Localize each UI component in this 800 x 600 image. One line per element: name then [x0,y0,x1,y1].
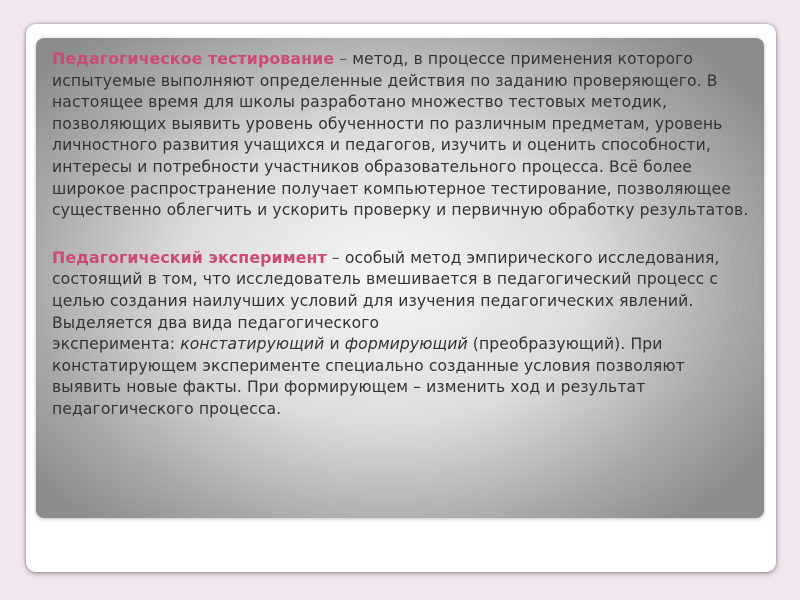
term-pedagogical-testing: Педагогическое тестирование [52,49,335,68]
dash: – [334,50,353,68]
term-forming: формирующий [344,335,468,354]
definition-experiment-part-b: эксперимента: [52,335,181,354]
paragraph-testing [52,48,752,222]
conjunction: и [324,335,345,354]
term-pedagogical-experiment: Педагогический эксперимент [52,247,327,267]
slide-text [52,48,752,421]
definition-experiment-part-a: особый метод эмпирического исследования, состоящий в том, что исследователь вмешивается в педагогический процесс с целью создания наилучших условий для изучения педагогических явлений. Выделяется два вида педагогического [52,248,720,332]
definition-experiment-part-c: (преобразующий). При констатирующем эксперименте специально созданные условия позволяют выявить новые факты. При формирующем – изменить ход и результат педагогического процесса. [52,335,685,418]
content-panel [36,38,764,518]
paragraph-experiment [52,247,752,421]
dash: – [326,248,345,267]
term-ascertaining: констатирующий [180,335,325,354]
definition-testing: метод, в процессе применения которого испытуемые выполняют определенные действия по заданию проверяющего. В настоящее время для школы разработано множество тестовых методик, позволяющих выявить уровень обученности по различным предметам, уровень личностного развития учащихся и педагогов, изучить и оценить способности, интересы и потребности участников образовательного процесса. Всё более широкое распространение получает компьютерное тестирование, позволяющее существенно облегчить и ускорить проверку и первичную обработку результатов. [52,50,749,220]
